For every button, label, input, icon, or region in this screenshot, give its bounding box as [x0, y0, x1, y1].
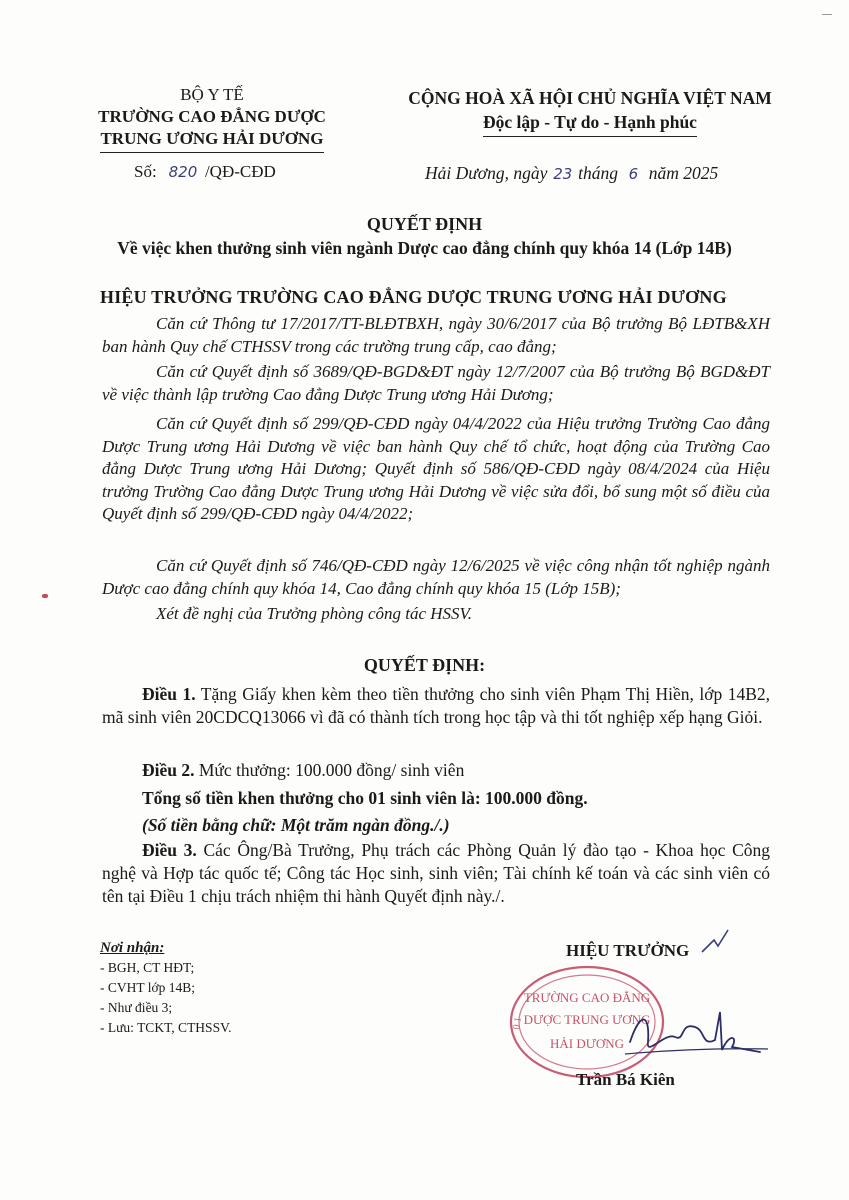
- decision-heading: QUYẾT ĐỊNH:: [363, 655, 486, 675]
- scan-artifact: [822, 14, 832, 15]
- date-day: 23: [553, 165, 573, 183]
- svg-text:DƯỢC TRUNG ƯƠNG: DƯỢC TRUNG ƯƠNG: [523, 1012, 651, 1027]
- document-number-label: Số:: [134, 162, 157, 181]
- document-number-suffix: /QĐ-CĐD: [204, 162, 276, 181]
- recipient-item: - Lưu: TCKT, CTHSSV.: [100, 1020, 232, 1035]
- date-month: 6: [628, 165, 639, 183]
- recipient-item: - BGH, CT HĐT;: [100, 960, 195, 975]
- document-number-value: 820: [168, 163, 198, 181]
- article-2-text: Mức thưởng: 100.000 đồng/ sinh viên: [194, 760, 465, 780]
- preamble-item: Căn cứ Quyết định số 746/QĐ-CĐD ngày 12/6/2025 về việc công nhận tốt nghiệp ngành Dược cao đẳng chính quy khóa 14, Cao đẳng chính quy khóa 15 (Lớp 15B);: [102, 556, 770, 598]
- issuer-block: [72, 84, 352, 153]
- school-name-line2: TRUNG ƯƠNG HẢI DƯƠNG: [100, 128, 323, 153]
- preamble-item: Căn cứ Quyết định số 3689/QĐ-BGD&ĐT ngày 12/7/2007 của Bộ trưởng Bộ BGD&ĐT về việc thành lập trường Cao đẳng Dược Trung ương Hải Dương;: [102, 362, 770, 404]
- preamble-item: Căn cứ Quyết định số 299/QĐ-CĐD ngày 04/4/2022 của Hiệu trưởng Trường Cao đẳng Dược Trung ương Hải Dương về việc ban hành Quy chế tổ chức, hoạt động của Trường Cao đẳng Dược Trung ương Hải Dương; Quyết định số 586/QĐ-CĐD ngày 08/4/2024 của Hiệu trưởng Trường Cao đẳng Dược Trung ương Hải Dương về việc sửa đổi, bổ sung một số điều của Quyết định số 299/QĐ-CĐD ngày 04/4/2022;: [102, 414, 770, 523]
- preamble-item: Xét đề nghị của Trưởng phòng công tác HSSV.: [156, 604, 472, 623]
- svg-text:0 1: 0 1: [511, 1016, 525, 1031]
- document-title: QUYẾT ĐỊNH: [366, 214, 483, 234]
- article-1: [102, 683, 770, 729]
- motto: Độc lập - Tự do - Hạnh phúc: [483, 110, 697, 137]
- document-subject: Về việc khen thưởng sinh viên ngành Dược cao đẳng chính quy khóa 14 (Lớp 14B): [117, 238, 732, 258]
- article-2-label: Điều 2.: [142, 760, 195, 780]
- recipients-title: Nơi nhận:: [100, 940, 165, 956]
- date-month-label: tháng: [578, 163, 619, 183]
- recipient-item: - CVHT lớp 14B;: [100, 980, 196, 995]
- signer-title: HIỆU TRƯỞNG: [566, 941, 690, 960]
- national-motto-block: [380, 86, 800, 137]
- article-3-label: Điều 3.: [142, 840, 197, 860]
- signer-name: Trần Bá Kiên: [576, 1070, 675, 1089]
- country-name: CỘNG HOÀ XÃ HỘI CHỦ NGHĨA VIỆT NAM: [408, 88, 772, 108]
- article-1-text: Tặng Giấy khen kèm theo tiền thưởng cho sinh viên Phạm Thị Hiền, lớp 14B2, mã sinh viên 20CDCQ13066 vì đã có thành tích trong học tập và thi tốt nghiệp xếp hạng Giỏi.: [102, 684, 771, 727]
- date-place: Hải Dương, ngày: [425, 163, 548, 183]
- ink-mark: [42, 594, 48, 598]
- school-name-line1: TRƯỜNG CAO ĐẲNG DƯỢC: [98, 107, 326, 126]
- document-number: [134, 162, 276, 182]
- svg-text:HẢI DƯƠNG: HẢI DƯƠNG: [550, 1036, 624, 1051]
- recipient-item: - Như điều 3;: [100, 1000, 173, 1015]
- handwritten-signature: [620, 1002, 770, 1062]
- total-amount: Tổng số tiền khen thưởng cho 01 sinh viên là: 100.000 đồng.: [142, 788, 588, 808]
- article-3-text: Các Ông/Bà Trưởng, Phụ trách các Phòng Quản lý đào tạo - Khoa học Công nghệ và Hợp tác quốc tế; Công tác Học sinh, sinh viên; Tài chính kế toán và các sinh viên có tên tại Điều 1 chịu trách nhiệm thi hành Quyết định này./.: [102, 840, 770, 906]
- article-3: [102, 839, 770, 908]
- issuing-authority: HIỆU TRƯỞNG TRƯỜNG CAO ĐẲNG DƯỢC TRUNG ƯƠNG HẢI DƯƠNG: [100, 287, 727, 307]
- recipients-block: [100, 938, 231, 1038]
- issue-date: [425, 163, 718, 184]
- ministry-name: BỘ Y TẾ: [180, 85, 244, 104]
- date-year: năm 2025: [648, 163, 719, 183]
- preamble-item: Căn cứ Thông tư 17/2017/TT-BLĐTBXH, ngày 30/6/2017 của Bộ trưởng Bộ LĐTB&XH ban hành Quy chế CTHSSV trong các trường trung cấp, cao đẳng;: [102, 314, 770, 356]
- pen-stroke-icon: [700, 926, 730, 956]
- svg-text:TRƯỜNG CAO ĐẲNG: TRƯỜNG CAO ĐẲNG: [523, 990, 651, 1005]
- article-2: [102, 759, 770, 782]
- total-amount-words: (Số tiền bằng chữ: Một trăm ngàn đồng./.): [142, 815, 450, 835]
- article-1-label: Điều 1.: [142, 684, 196, 704]
